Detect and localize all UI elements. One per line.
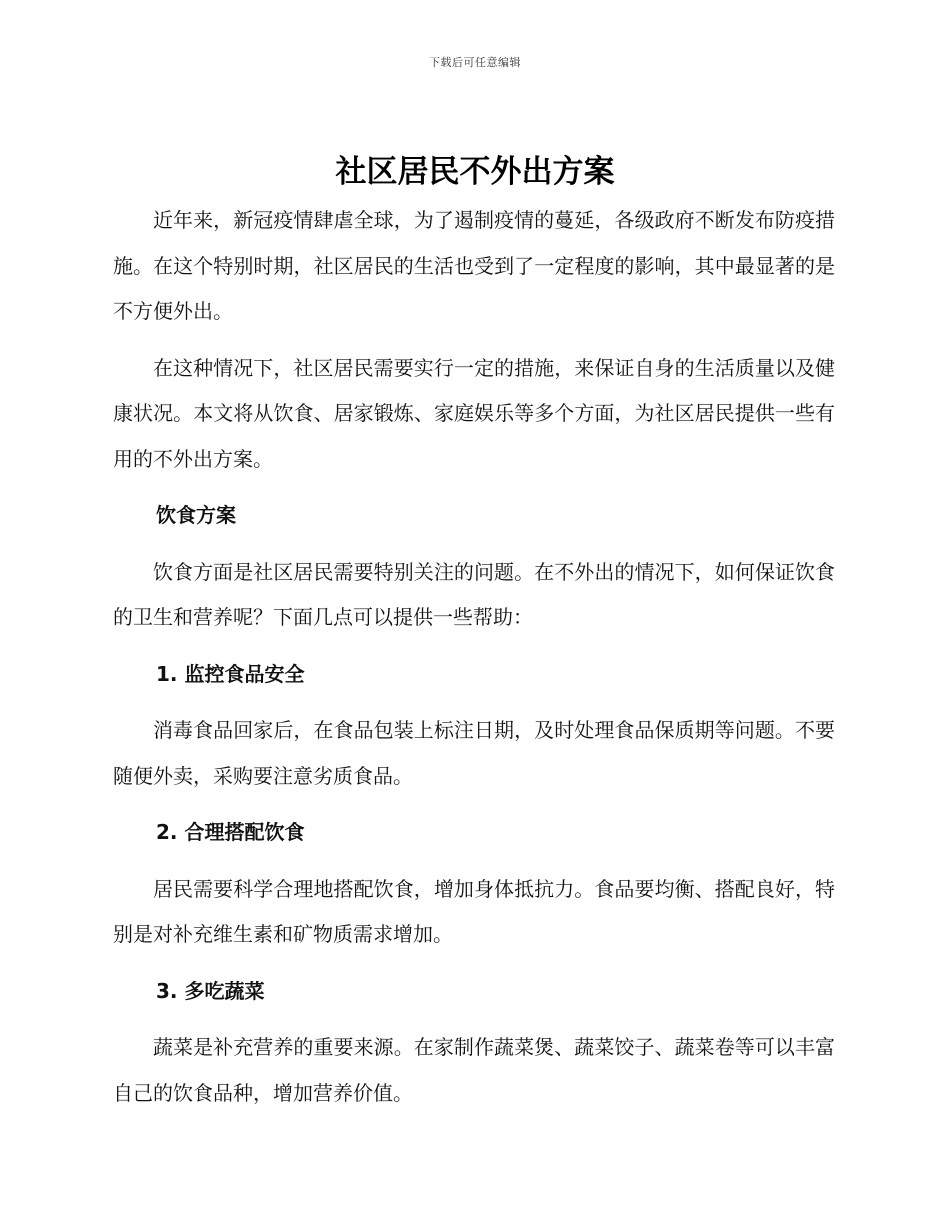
vegetables-paragraph: 蔬菜是补充营养的重要来源。在家制作蔬菜煲、蔬菜饺子、蔬菜卷等可以丰富自己的饮食品种，增加营养价值。 [113, 1035, 835, 1105]
page-title: 社区居民不外出方案 [335, 154, 615, 190]
header-note: 下载后可任意编辑 [429, 56, 521, 69]
section-heading-diet: 饮食方案 [156, 503, 236, 527]
intro-paragraph-1: 近年来，新冠疫情肆虐全球，为了遏制疫情的蔓延，各级政府不断发布防疫措施。在这个特别时期，社区居民的生活也受到了一定程度的影响，其中最显著的是不方便外出。 [113, 208, 835, 323]
subheading-food-safety: 1. 监控食品安全 [156, 661, 305, 686]
intro-paragraph-2: 在这种情况下，社区居民需要实行一定的措施，来保证自身的生活质量以及健康状况。本文将从饮食、居家锻炼、家庭娱乐等多个方面，为社区居民提供一些有用的不外出方案。 [113, 355, 835, 471]
diet-intro-paragraph: 饮食方面是社区居民需要特别关注的问题。在不外出的情况下，如何保证饮食的卫生和营养呢？下面几点可以提供一些帮助： [113, 559, 835, 629]
document-body [113, 198, 835, 1127]
food-safety-paragraph: 消毒食品回家后，在食品包装上标注日期，及时处理食品保质期等问题。不要随便外卖，采购要注意劣质食品。 [113, 718, 835, 788]
subheading-balanced-diet: 2. 合理搭配饮食 [156, 820, 305, 844]
subheading-vegetables: 3. 多吃蔬菜 [156, 978, 265, 1003]
balanced-diet-paragraph: 居民需要科学合理地搭配饮食，增加身体抵抗力。食品要均衡、搭配良好，特别是对补充维生素和矿物质需求增加。 [113, 876, 835, 946]
